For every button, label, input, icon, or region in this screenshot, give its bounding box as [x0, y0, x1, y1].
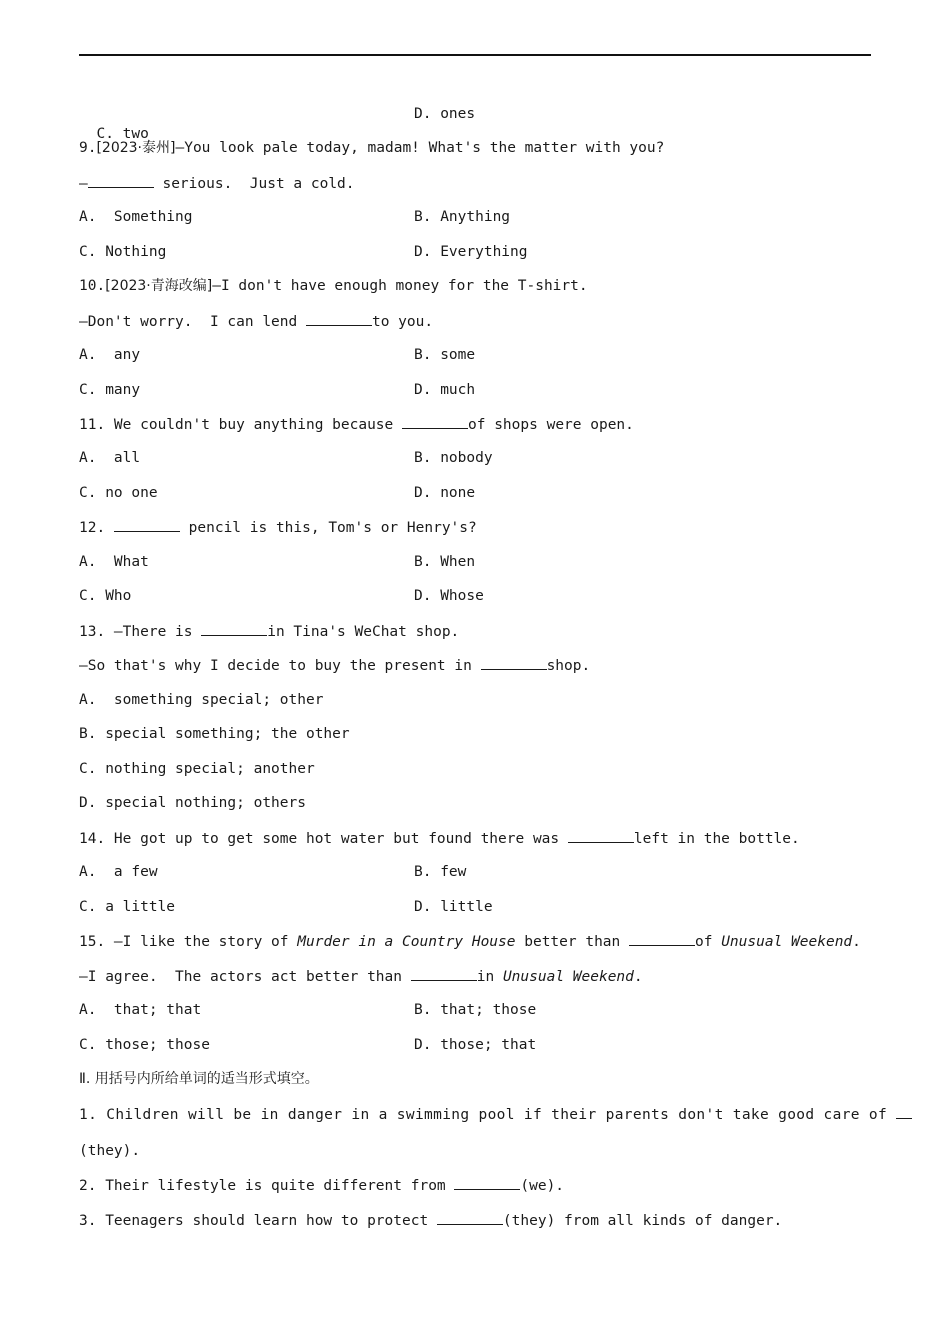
- q15-stem-d: .: [852, 934, 861, 950]
- q14-stem: [79, 828, 800, 849]
- q12-option-c: C. Who: [79, 588, 132, 604]
- q12-stem: [79, 517, 477, 538]
- q9-reply-dash: —: [79, 176, 88, 192]
- q12-stem-b: pencil is this, Tom's or Henry's?: [179, 520, 477, 536]
- q15-reply-a: —I agree. The actors act better than: [79, 969, 411, 985]
- q9-option-d: D. Everything: [414, 244, 528, 260]
- q10-stem-text: —I don't have enough money for the T-shirt.: [212, 278, 588, 294]
- item-2-text-a: 2. Their lifestyle is quite different from: [79, 1178, 455, 1194]
- item-2-blank[interactable]: [454, 1175, 520, 1190]
- q14-stem-b: left in the bottle.: [633, 831, 800, 847]
- q15-blank-2[interactable]: [411, 966, 477, 981]
- q9-stem-text: —You look pale today, madam! What's the matter with you?: [175, 140, 665, 156]
- q13-stem-b: in Tina's WeChat shop.: [267, 624, 460, 640]
- q10-option-c: C. many: [79, 382, 141, 398]
- q15-reply-title: Unusual Weekend: [502, 969, 634, 985]
- q15-title-2: Unusual Weekend: [721, 934, 853, 950]
- q11-stem-b: of shops were open.: [468, 417, 634, 433]
- q13-reply-b: shop.: [546, 658, 591, 674]
- q11-stem: [79, 414, 634, 435]
- item-2-text-b: (we).: [520, 1178, 565, 1194]
- q9-reply: [79, 173, 355, 194]
- q9-blank[interactable]: [88, 173, 154, 188]
- section-2-item-3: [79, 1210, 782, 1231]
- q12-option-b: B. When: [414, 554, 476, 570]
- q10-option-a: A. any: [79, 347, 141, 363]
- q13-blank-2[interactable]: [481, 655, 547, 670]
- item-3-blank[interactable]: [437, 1210, 503, 1225]
- q15-option-a: A. that; that: [79, 1002, 202, 1018]
- q15-option-d: D. those; that: [414, 1037, 537, 1053]
- q13-stem-a: 13. —There is: [79, 624, 202, 640]
- q13-option-d: D. special nothing; others: [79, 795, 306, 811]
- q9-source: [2023·泰州]: [96, 140, 176, 156]
- q10-reply: [79, 311, 433, 332]
- q14-option-a: A. a few: [79, 864, 158, 880]
- q10-number: 10.: [79, 278, 106, 294]
- q11-option-c: C. no one: [79, 485, 158, 501]
- q13-reply-a: —So that's why I decide to buy the present in: [79, 658, 481, 674]
- q10-reply-text-b: to you.: [371, 314, 434, 330]
- q12-option-d: D. Whose: [414, 588, 484, 604]
- q12-stem-a: 12.: [79, 520, 114, 536]
- q13-reply: [79, 655, 590, 676]
- q15-stem: [79, 931, 861, 952]
- q13-option-b: B. special something; the other: [79, 726, 350, 742]
- q14-option-b: B. few: [414, 864, 467, 880]
- q15-option-c: C. those; those: [79, 1037, 210, 1053]
- q12-option-a: A. What: [79, 554, 149, 570]
- q14-blank[interactable]: [568, 828, 634, 843]
- q10-source: [2023·青海改编]: [105, 278, 213, 294]
- q13-option-c: C. nothing special; another: [79, 761, 315, 777]
- q9-number: 9.: [79, 140, 97, 156]
- q8-option-c: C. two: [96, 126, 149, 142]
- q14-option-c: C. a little: [79, 899, 176, 915]
- q10-option-b: B. some: [414, 347, 476, 363]
- q11-blank[interactable]: [402, 414, 468, 429]
- section-2-item-1: [79, 1104, 912, 1125]
- q9-reply-text: serious. Just a cold.: [153, 176, 355, 192]
- section-2-item-1-cont: (they).: [79, 1143, 141, 1159]
- header-rule: [79, 54, 871, 56]
- q15-title-1: Murder in a Country House: [297, 934, 516, 950]
- q9-option-c: C. Nothing: [79, 244, 167, 260]
- q10-reply-text-a: —Don't worry. I can lend: [79, 314, 306, 330]
- q15-blank-1[interactable]: [629, 931, 695, 946]
- q13-stem: [79, 621, 459, 642]
- q15-reply: [79, 966, 643, 987]
- q13-blank-1[interactable]: [201, 621, 267, 636]
- section-2-heading: Ⅱ. 用括号内所给单词的适当形式填空。: [79, 1071, 319, 1087]
- q14-stem-a: 14. He got up to get some hot water but found there was: [79, 831, 568, 847]
- q9-option-a: A. Something: [79, 209, 193, 225]
- q10-blank[interactable]: [306, 311, 372, 326]
- q15-stem-c: of: [695, 934, 722, 950]
- q9-stem: [79, 138, 664, 158]
- item-1-text: 1. Children will be in danger in a swimming pool if their parents don't take good care of: [79, 1107, 897, 1123]
- q15-stem-a: 15. —I like the story of: [79, 934, 298, 950]
- q15-stem-b: better than: [515, 934, 629, 950]
- q10-option-d: D. much: [414, 382, 476, 398]
- q15-reply-c: .: [633, 969, 643, 985]
- q14-option-d: D. little: [414, 899, 493, 915]
- q15-option-b: B. that; those: [414, 1002, 537, 1018]
- q12-blank[interactable]: [114, 517, 180, 532]
- section-2-item-2: [79, 1175, 564, 1196]
- q13-option-a: A. something special; other: [79, 692, 324, 708]
- item-3-text-a: 3. Teenagers should learn how to protect: [79, 1213, 437, 1229]
- item-3-text-b: (they) from all kinds of danger.: [502, 1213, 783, 1229]
- q8-option-d: D. ones: [414, 106, 476, 122]
- q11-option-a: A. all: [79, 450, 141, 466]
- q15-reply-b: in: [476, 969, 503, 985]
- q11-option-b: B. nobody: [414, 450, 493, 466]
- q11-stem-a: 11. We couldn't buy anything because: [79, 417, 403, 433]
- q10-stem: [79, 276, 588, 296]
- q9-option-b: B. Anything: [414, 209, 511, 225]
- item-1-blank[interactable]: [896, 1104, 912, 1119]
- q11-option-d: D. none: [414, 485, 476, 501]
- q8-option-d-wrap: [414, 104, 475, 124]
